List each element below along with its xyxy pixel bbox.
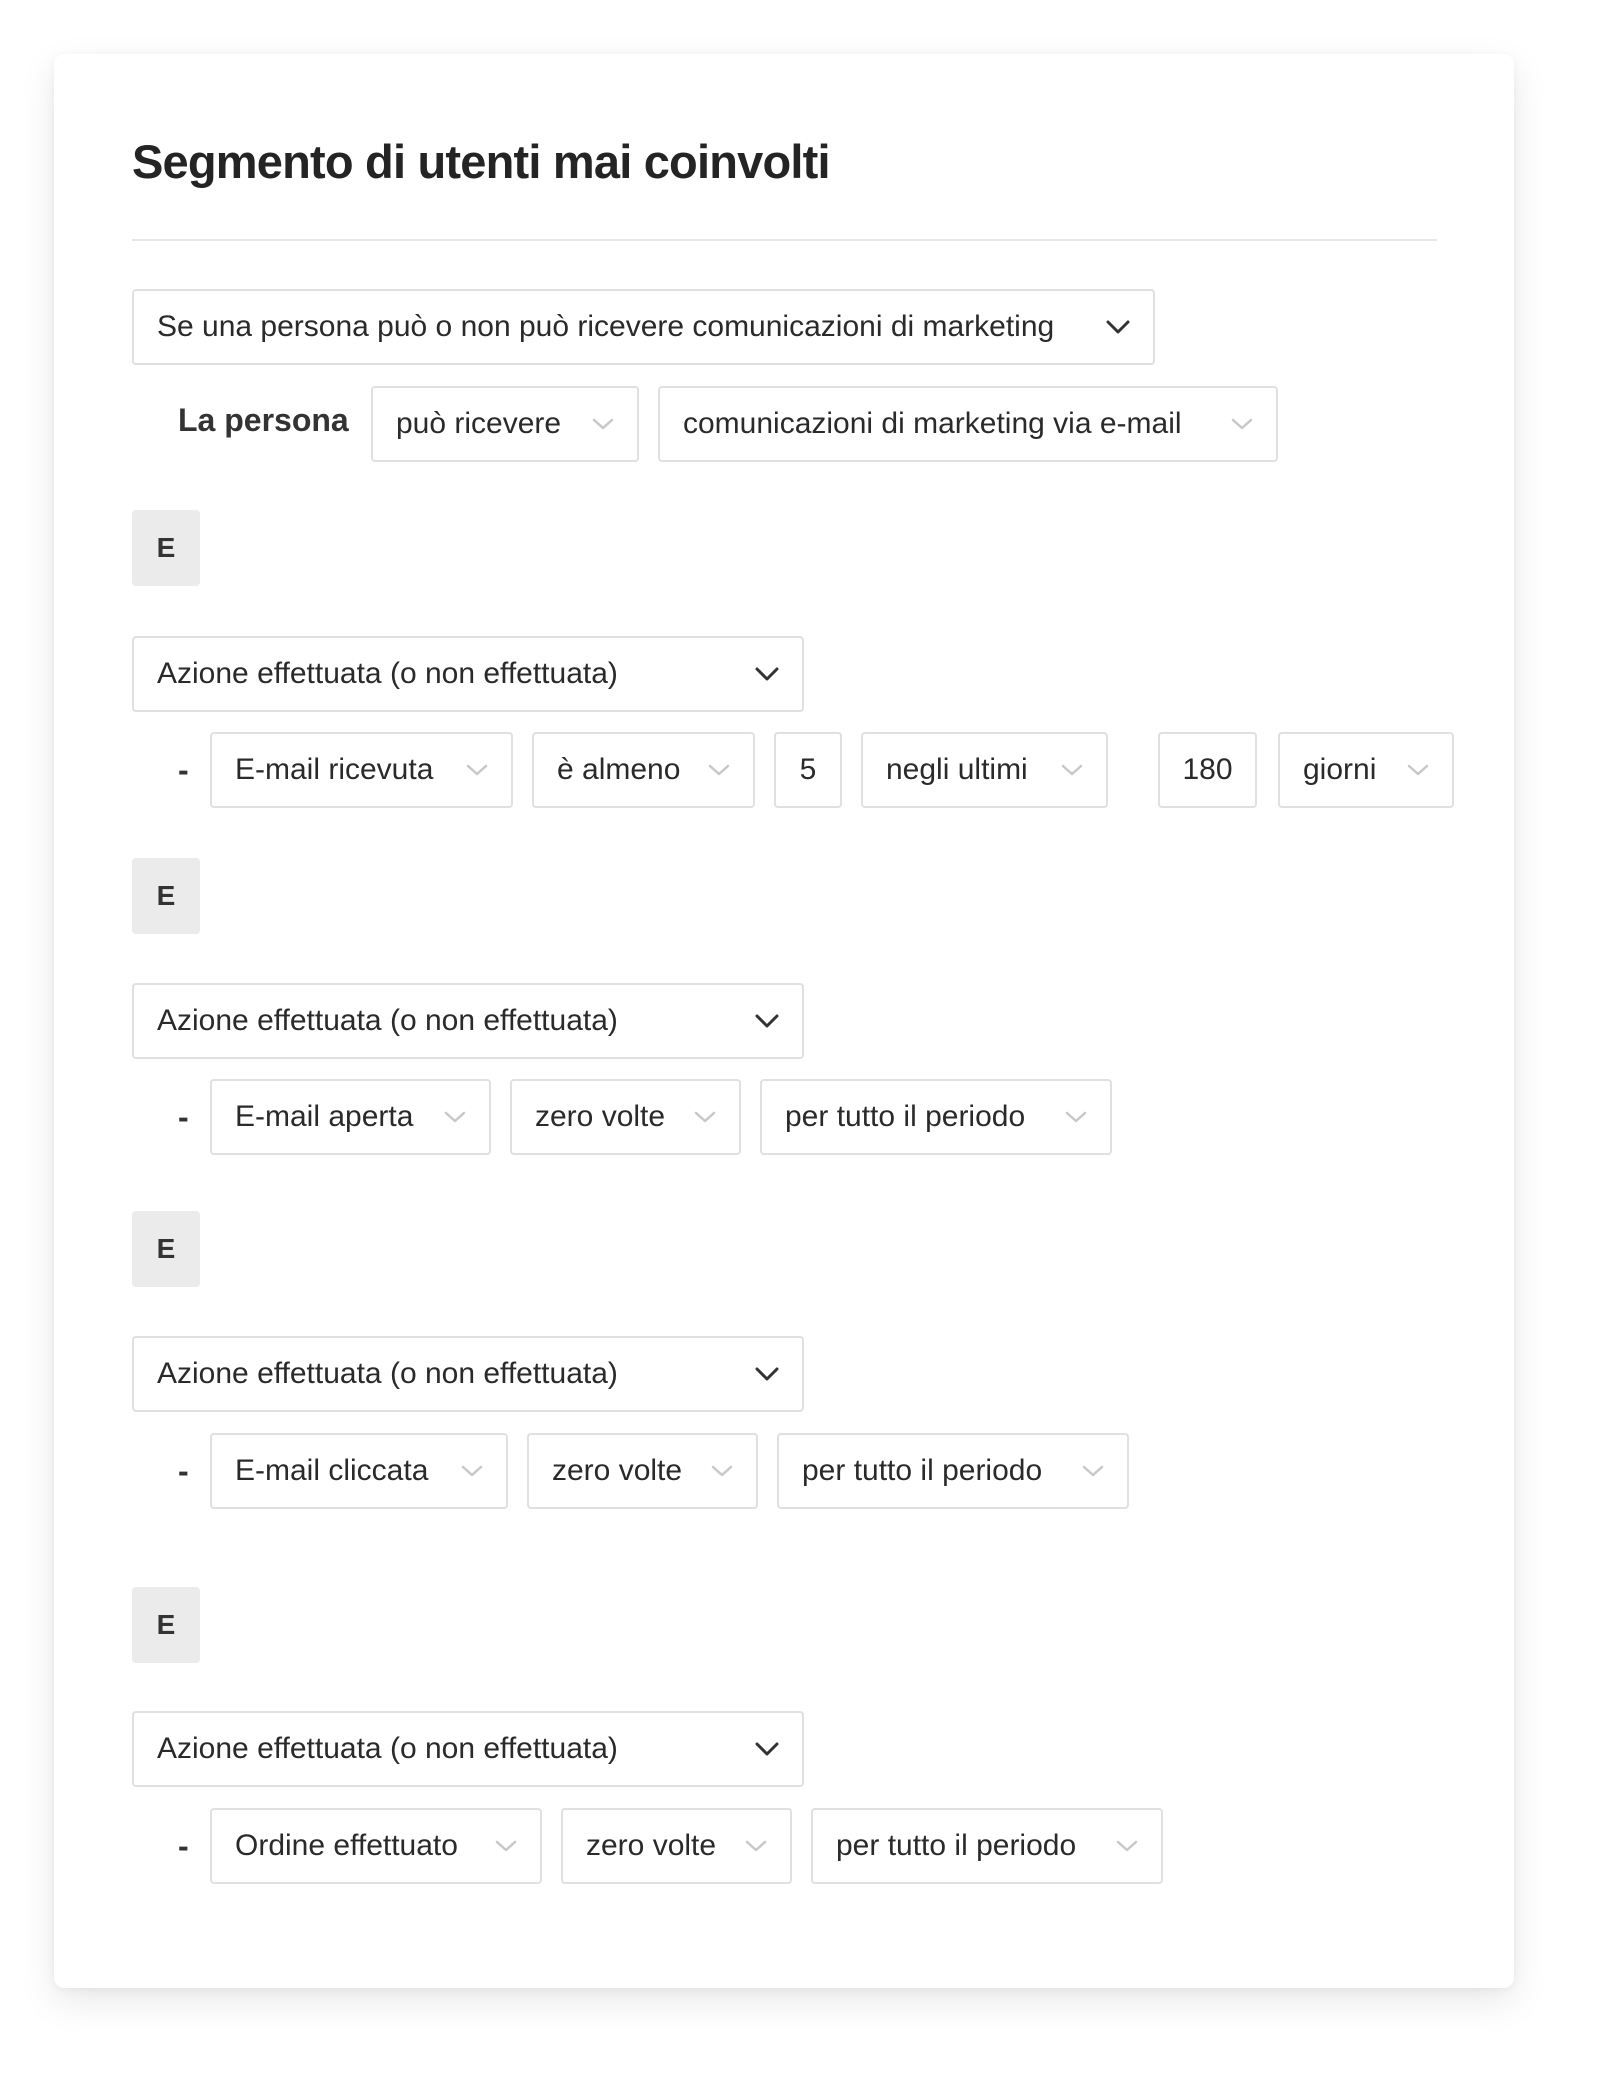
operator-dropdown[interactable] — [510, 1079, 741, 1155]
persona-verb-dropdown[interactable] — [371, 386, 639, 462]
chevron-down-light-icon — [1115, 1839, 1139, 1853]
chevron-down-icon — [754, 1013, 780, 1029]
action-type-label: Azione effettuata (o non effettuata) — [157, 657, 618, 690]
persona-verb-label: può ricevere — [396, 407, 562, 440]
persona-channel-dropdown[interactable] — [658, 386, 1278, 462]
chevron-down-light-icon — [1060, 763, 1084, 777]
and-button[interactable]: E — [132, 1587, 200, 1663]
event-label: E-mail ricevuta — [235, 753, 434, 786]
period-value: 180 — [1182, 753, 1233, 786]
divider — [132, 239, 1437, 241]
chevron-down-light-icon — [460, 1464, 484, 1478]
chevron-down-icon — [1105, 319, 1131, 335]
event-label: E-mail aperta — [235, 1100, 414, 1133]
and-button[interactable]: E — [132, 858, 200, 934]
row-dash: - — [178, 752, 189, 788]
action-type-dropdown[interactable] — [132, 1336, 804, 1412]
page-title: Segmento di utenti mai coinvolti — [132, 135, 830, 188]
condition-type-label: Se una persona può o non può ricevere comunicazioni di marketing — [157, 310, 1055, 343]
action-type-label: Azione effettuata (o non effettuata) — [157, 1004, 618, 1037]
chevron-down-light-icon — [465, 763, 489, 777]
event-dropdown[interactable] — [210, 1079, 491, 1155]
event-label: E-mail cliccata — [235, 1454, 429, 1487]
event-dropdown[interactable] — [210, 1808, 542, 1884]
row-dash: - — [178, 1828, 189, 1864]
operator-label: zero volte — [586, 1829, 717, 1862]
operator-label: è almeno — [557, 753, 681, 786]
operator-label: zero volte — [535, 1100, 666, 1133]
action-type-label: Azione effettuata (o non effettuata) — [157, 1357, 618, 1390]
unit-dropdown[interactable] — [1278, 732, 1454, 808]
operator-dropdown[interactable] — [527, 1433, 758, 1509]
operator-label: zero volte — [552, 1454, 683, 1487]
event-dropdown[interactable] — [210, 1433, 508, 1509]
operator-dropdown[interactable] — [561, 1808, 792, 1884]
persona-label: La persona — [178, 402, 349, 438]
action-type-dropdown[interactable] — [132, 983, 804, 1059]
period-dropdown[interactable] — [777, 1433, 1129, 1509]
condition-type-dropdown[interactable] — [132, 289, 1155, 365]
period-label: per tutto il periodo — [785, 1100, 1026, 1133]
row-dash: - — [178, 1453, 189, 1489]
period-label: negli ultimi — [886, 753, 1028, 786]
persona-channel-label: comunicazioni di marketing via e-mail — [683, 407, 1182, 440]
operator-dropdown[interactable] — [532, 732, 755, 808]
unit-label: giorni — [1303, 753, 1377, 786]
count-value: 5 — [799, 753, 817, 786]
row-dash: - — [178, 1099, 189, 1135]
chevron-down-light-icon — [710, 1464, 734, 1478]
chevron-down-light-icon — [1064, 1110, 1088, 1124]
and-button[interactable]: E — [132, 510, 200, 586]
period-dropdown[interactable] — [760, 1079, 1112, 1155]
chevron-down-light-icon — [1406, 763, 1430, 777]
period-value-input[interactable] — [1158, 732, 1257, 808]
event-dropdown[interactable] — [210, 732, 513, 808]
period-label: per tutto il periodo — [836, 1829, 1077, 1862]
action-type-dropdown[interactable] — [132, 636, 804, 712]
action-type-dropdown[interactable] — [132, 1711, 804, 1787]
chevron-down-icon — [754, 666, 780, 682]
chevron-down-icon — [754, 1741, 780, 1757]
and-button[interactable]: E — [132, 1211, 200, 1287]
count-input[interactable] — [774, 732, 842, 808]
chevron-down-light-icon — [591, 417, 615, 431]
action-type-label: Azione effettuata (o non effettuata) — [157, 1732, 618, 1765]
chevron-down-light-icon — [494, 1839, 518, 1853]
period-label: per tutto il periodo — [802, 1454, 1043, 1487]
chevron-down-light-icon — [693, 1110, 717, 1124]
chevron-down-light-icon — [707, 763, 731, 777]
chevron-down-light-icon — [1230, 417, 1254, 431]
chevron-down-light-icon — [443, 1110, 467, 1124]
period-dropdown[interactable] — [861, 732, 1108, 808]
event-label: Ordine effettuato — [235, 1829, 458, 1862]
chevron-down-icon — [754, 1366, 780, 1382]
period-dropdown[interactable] — [811, 1808, 1163, 1884]
chevron-down-light-icon — [744, 1839, 768, 1853]
chevron-down-light-icon — [1081, 1464, 1105, 1478]
